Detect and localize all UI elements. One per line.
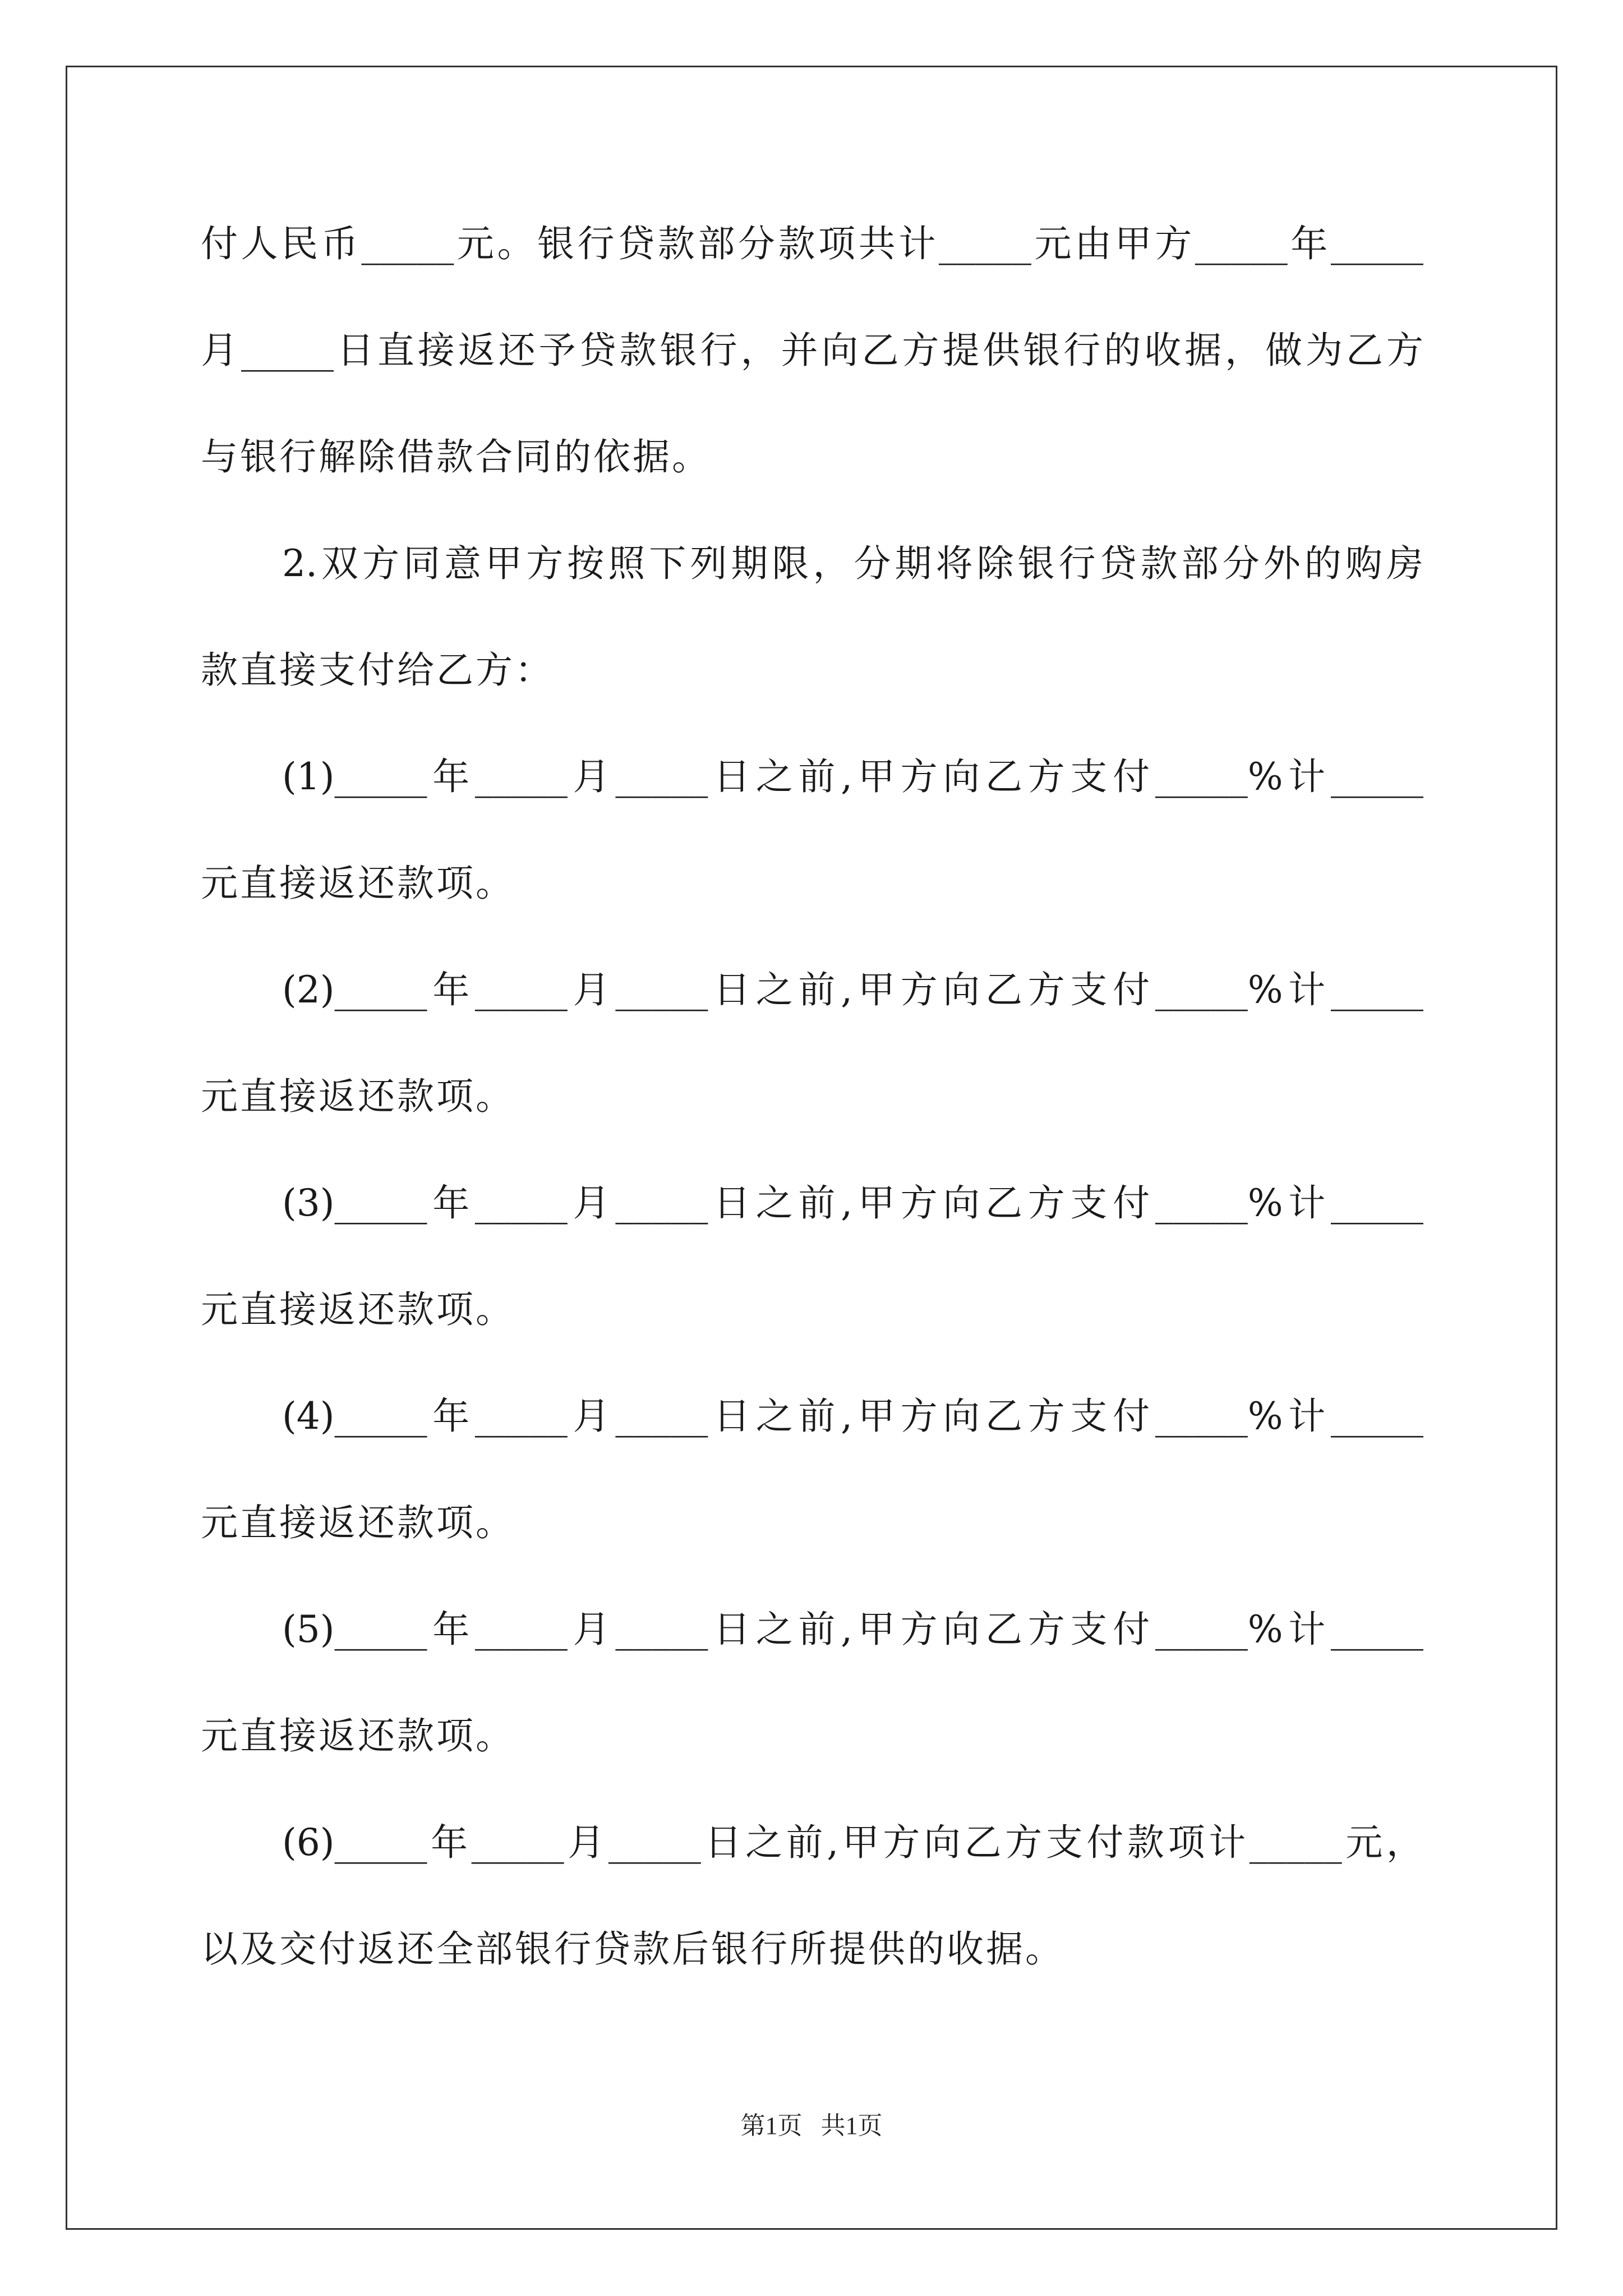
text-line-2: 月_____日直接返还予贷款银行，并向乙方提供银行的收据，做为乙方 — [201, 329, 1423, 372]
item-5-line-1: (5)_____年_____月_____日之前,甲方向乙方支付_____%计_____ — [282, 1608, 1423, 1651]
item-6-line-1: (6)_____年_____月_____日之前,甲方向乙方支付款项计_____元， — [282, 1821, 1423, 1864]
item-2-line-2: 元直接返还款项。 — [201, 1075, 515, 1118]
clause-2-line-2: 款直接支付给乙方： — [201, 648, 554, 692]
clause-2-line-1: 2.双方同意甲方按照下列期限，分期将除银行贷款部分外的购房 — [282, 542, 1423, 585]
text-line-1: 付人民币_____元。银行贷款部分款项共计_____元由甲方_____年_____ — [201, 222, 1423, 265]
item-1-line-1: (1)_____年_____月_____日之前,甲方向乙方支付_____%计_____ — [282, 755, 1423, 798]
page-border — [66, 66, 1557, 2230]
page-footer: 第1页 共1页 — [740, 2112, 883, 2139]
item-2-line-1: (2)_____年_____月_____日之前,甲方向乙方支付_____%计_____ — [282, 968, 1423, 1011]
item-3-line-1: (3)_____年_____月_____日之前,甲方向乙方支付_____%计_____ — [282, 1181, 1423, 1225]
text-line-3: 与银行解除借款合同的依据。 — [201, 435, 711, 478]
item-3-line-2: 元直接返还款项。 — [201, 1288, 515, 1331]
item-1-line-2: 元直接返还款项。 — [201, 862, 515, 905]
item-4-line-1: (4)_____年_____月_____日之前,甲方向乙方支付_____%计_____ — [282, 1395, 1423, 1438]
item-4-line-2: 元直接返还款项。 — [201, 1501, 515, 1544]
item-5-line-2: 元直接返还款项。 — [201, 1714, 515, 1757]
item-6-line-2: 以及交付返还全部银行贷款后银行所提供的收据。 — [201, 1927, 1064, 1971]
